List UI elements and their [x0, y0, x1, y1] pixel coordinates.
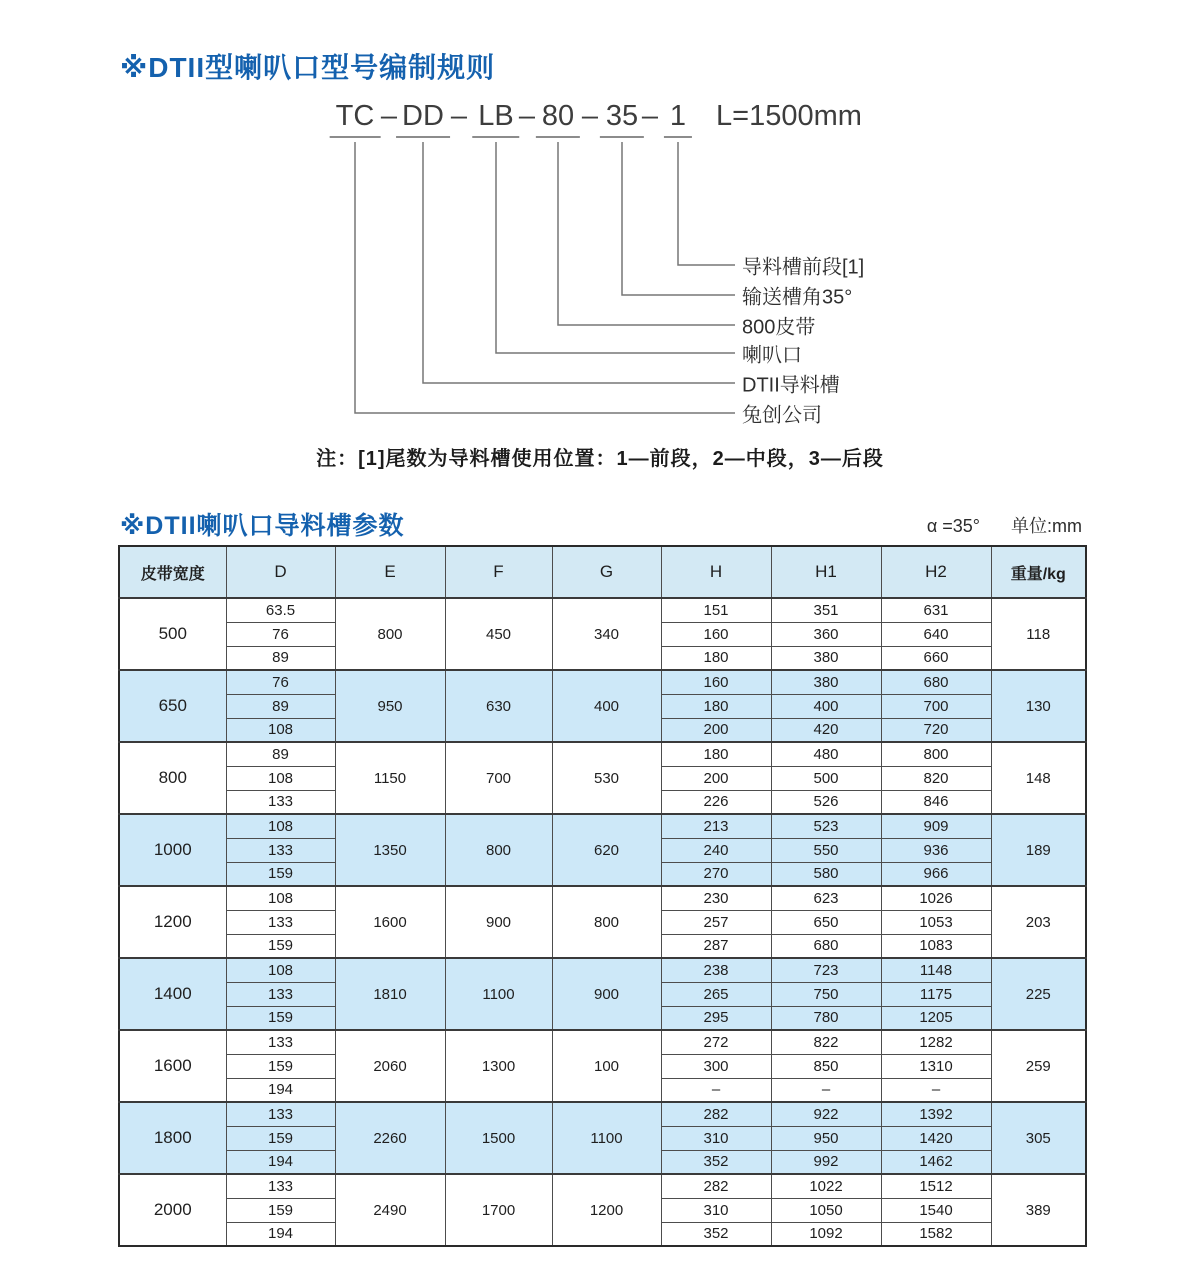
section1-title: ※DTII型喇叭口型号编制规则 [120, 52, 496, 83]
d-cell: 159 [226, 934, 335, 958]
d-cell: 133 [226, 838, 335, 862]
model-code-dash: – [450, 100, 468, 132]
e-cell: 800 [335, 598, 445, 670]
h2-cell: – [881, 1078, 991, 1102]
h2-cell: 1148 [881, 958, 991, 982]
callout-line [496, 142, 735, 353]
h-cell: 226 [661, 790, 771, 814]
h-cell: 180 [661, 742, 771, 766]
table-row [119, 670, 1086, 694]
h1-cell: 420 [771, 718, 881, 742]
h-cell: 180 [661, 646, 771, 670]
header-cell: E [335, 546, 445, 598]
h-cell: 352 [661, 1222, 771, 1246]
d-cell: 133 [226, 1030, 335, 1054]
table-row [119, 1102, 1086, 1126]
g-cell: 530 [552, 742, 661, 814]
h1-cell: – [771, 1078, 881, 1102]
g-cell: 620 [552, 814, 661, 886]
h1-cell: 360 [771, 622, 881, 646]
d-cell: 89 [226, 646, 335, 670]
h2-cell: 680 [881, 670, 991, 694]
h1-cell: 922 [771, 1102, 881, 1126]
d-cell: 159 [226, 862, 335, 886]
g-cell: 800 [552, 886, 661, 958]
d-cell: 108 [226, 766, 335, 790]
d-cell: 133 [226, 1174, 335, 1198]
table-row [119, 1030, 1086, 1054]
h1-cell: 780 [771, 1006, 881, 1030]
e-cell: 1350 [335, 814, 445, 886]
h-cell: 265 [661, 982, 771, 1006]
belt-width-cell: 2000 [119, 1174, 226, 1246]
weight-cell: 203 [991, 886, 1086, 958]
callout-label: 导料槽前段[1] [742, 256, 865, 279]
table-row [119, 1174, 1086, 1198]
h2-cell: 820 [881, 766, 991, 790]
h1-cell: 500 [771, 766, 881, 790]
d-cell: 159 [226, 1126, 335, 1150]
f-cell: 630 [445, 670, 552, 742]
header-cell: H2 [881, 546, 991, 598]
belt-width-cell: 1400 [119, 958, 226, 1030]
h-cell: 257 [661, 910, 771, 934]
d-cell: 108 [226, 718, 335, 742]
d-cell: 89 [226, 742, 335, 766]
d-cell: 133 [226, 1102, 335, 1126]
d-cell: 133 [226, 910, 335, 934]
h2-cell: 800 [881, 742, 991, 766]
g-cell: 900 [552, 958, 661, 1030]
h2-cell: 1026 [881, 886, 991, 910]
unit-row [901, 512, 1082, 538]
h2-cell: 640 [881, 622, 991, 646]
header-cell: 皮带宽度 [119, 546, 226, 598]
d-cell: 159 [226, 1006, 335, 1030]
h2-cell: 966 [881, 862, 991, 886]
weight-cell: 189 [991, 814, 1086, 886]
model-code-segment: 35 [600, 100, 644, 138]
model-code-dash: – [380, 100, 398, 132]
h1-cell: 723 [771, 958, 881, 982]
table-row [119, 958, 1086, 982]
d-cell: 63.5 [226, 598, 335, 622]
belt-width-cell: 500 [119, 598, 226, 670]
weight-cell: 225 [991, 958, 1086, 1030]
belt-width-cell: 800 [119, 742, 226, 814]
e-cell: 2490 [335, 1174, 445, 1246]
callout-line [423, 142, 735, 383]
header-cell: 重量/kg [991, 546, 1086, 598]
h-cell: 230 [661, 886, 771, 910]
h2-cell: 1205 [881, 1006, 991, 1030]
d-cell: 133 [226, 982, 335, 1006]
table-row [119, 742, 1086, 766]
h2-cell: 1392 [881, 1102, 991, 1126]
h2-cell: 1310 [881, 1054, 991, 1078]
f-cell: 1500 [445, 1102, 552, 1174]
h-cell: 180 [661, 694, 771, 718]
unit-label: 单位:mm [1011, 516, 1082, 536]
h-cell: 300 [661, 1054, 771, 1078]
h-cell: 310 [661, 1126, 771, 1150]
h1-cell: 526 [771, 790, 881, 814]
h-cell: 287 [661, 934, 771, 958]
h1-cell: 523 [771, 814, 881, 838]
h2-cell: 1582 [881, 1222, 991, 1246]
f-cell: 1100 [445, 958, 552, 1030]
h1-cell: 480 [771, 742, 881, 766]
weight-cell: 118 [991, 598, 1086, 670]
d-cell: 194 [226, 1150, 335, 1174]
h-cell: 282 [661, 1102, 771, 1126]
e-cell: 1600 [335, 886, 445, 958]
h-cell: 310 [661, 1198, 771, 1222]
h2-cell: 1540 [881, 1198, 991, 1222]
h1-cell: 1092 [771, 1222, 881, 1246]
callout-label: 输送槽角35° [742, 286, 853, 309]
callout-label: 兔创公司 [742, 404, 822, 427]
h-cell: 238 [661, 958, 771, 982]
h2-cell: 1175 [881, 982, 991, 1006]
h-cell: 160 [661, 622, 771, 646]
h1-cell: 580 [771, 862, 881, 886]
h1-cell: 351 [771, 598, 881, 622]
header-cell: D [226, 546, 335, 598]
h-cell: 270 [661, 862, 771, 886]
d-cell: 194 [226, 1222, 335, 1246]
f-cell: 900 [445, 886, 552, 958]
callout-lines [0, 0, 1200, 480]
h2-cell: 631 [881, 598, 991, 622]
h2-cell: 720 [881, 718, 991, 742]
h1-cell: 850 [771, 1054, 881, 1078]
weight-cell: 305 [991, 1102, 1086, 1174]
h-cell: 213 [661, 814, 771, 838]
h2-cell: 1420 [881, 1126, 991, 1150]
d-cell: 159 [226, 1198, 335, 1222]
weight-cell: 259 [991, 1030, 1086, 1102]
model-code-dash: – [518, 100, 536, 132]
belt-width-cell: 1800 [119, 1102, 226, 1174]
g-cell: 400 [552, 670, 661, 742]
section2-title: ※DTII喇叭口导料槽参数 [120, 512, 405, 540]
model-code-segment: LB [472, 100, 519, 138]
model-code-dash: – [581, 100, 599, 132]
h-cell: 160 [661, 670, 771, 694]
d-cell: 133 [226, 790, 335, 814]
f-cell: 1700 [445, 1174, 552, 1246]
h-cell: 240 [661, 838, 771, 862]
h-cell: – [661, 1078, 771, 1102]
belt-width-cell: 1000 [119, 814, 226, 886]
model-code-dash: – [641, 100, 659, 132]
h2-cell: 660 [881, 646, 991, 670]
h-cell: 151 [661, 598, 771, 622]
f-cell: 800 [445, 814, 552, 886]
model-code-length: L=1500mm [716, 100, 862, 132]
h2-cell: 1083 [881, 934, 991, 958]
h-cell: 352 [661, 1150, 771, 1174]
callout-line [678, 142, 735, 265]
d-cell: 108 [226, 886, 335, 910]
h1-cell: 950 [771, 1126, 881, 1150]
h2-cell: 909 [881, 814, 991, 838]
d-cell: 108 [226, 814, 335, 838]
h2-cell: 1462 [881, 1150, 991, 1174]
e-cell: 1150 [335, 742, 445, 814]
model-code-segment: DD [396, 100, 450, 138]
table-row [119, 598, 1086, 622]
header-cell: H1 [771, 546, 881, 598]
h2-cell: 846 [881, 790, 991, 814]
weight-cell: 130 [991, 670, 1086, 742]
e-cell: 950 [335, 670, 445, 742]
header-cell: F [445, 546, 552, 598]
h2-cell: 700 [881, 694, 991, 718]
model-code-diagram [0, 0, 1200, 480]
h-cell: 272 [661, 1030, 771, 1054]
h1-cell: 380 [771, 670, 881, 694]
h1-cell: 1022 [771, 1174, 881, 1198]
h2-cell: 1053 [881, 910, 991, 934]
h1-cell: 400 [771, 694, 881, 718]
parameter-table [118, 545, 1087, 1247]
table-row [119, 814, 1086, 838]
weight-cell: 148 [991, 742, 1086, 814]
h-cell: 282 [661, 1174, 771, 1198]
model-code-segment: TC [330, 100, 381, 138]
f-cell: 700 [445, 742, 552, 814]
callout-line [558, 142, 735, 325]
table-row [119, 886, 1086, 910]
h1-cell: 822 [771, 1030, 881, 1054]
e-cell: 2260 [335, 1102, 445, 1174]
e-cell: 1810 [335, 958, 445, 1030]
note-text: 注：[1]尾数为导料槽使用位置：1—前段，2—中段，3—后段 [316, 448, 884, 470]
g-cell: 340 [552, 598, 661, 670]
h-cell: 295 [661, 1006, 771, 1030]
callout-label: 800皮带 [742, 316, 816, 339]
model-code-segment: 1 [664, 100, 692, 138]
h2-cell: 1512 [881, 1174, 991, 1198]
g-cell: 1100 [552, 1102, 661, 1174]
d-cell: 76 [226, 622, 335, 646]
belt-width-cell: 1600 [119, 1030, 226, 1102]
h1-cell: 623 [771, 886, 881, 910]
header-cell: G [552, 546, 661, 598]
belt-width-cell: 1200 [119, 886, 226, 958]
d-cell: 89 [226, 694, 335, 718]
h2-cell: 1282 [881, 1030, 991, 1054]
h1-cell: 680 [771, 934, 881, 958]
angle-label: α =35° [926, 516, 980, 536]
g-cell: 100 [552, 1030, 661, 1102]
e-cell: 2060 [335, 1030, 445, 1102]
h1-cell: 1050 [771, 1198, 881, 1222]
h1-cell: 380 [771, 646, 881, 670]
d-cell: 194 [226, 1078, 335, 1102]
d-cell: 76 [226, 670, 335, 694]
model-code-segment: 80 [536, 100, 580, 138]
h1-cell: 992 [771, 1150, 881, 1174]
header-cell: H [661, 546, 771, 598]
callout-label: DTII导料槽 [742, 374, 840, 397]
d-cell: 159 [226, 1054, 335, 1078]
h-cell: 200 [661, 718, 771, 742]
f-cell: 450 [445, 598, 552, 670]
table-header-row [119, 546, 1086, 598]
weight-cell: 389 [991, 1174, 1086, 1246]
f-cell: 1300 [445, 1030, 552, 1102]
belt-width-cell: 650 [119, 670, 226, 742]
callout-label: 喇叭口 [742, 344, 802, 367]
h1-cell: 750 [771, 982, 881, 1006]
h-cell: 200 [661, 766, 771, 790]
d-cell: 108 [226, 958, 335, 982]
g-cell: 1200 [552, 1174, 661, 1246]
h1-cell: 550 [771, 838, 881, 862]
h1-cell: 650 [771, 910, 881, 934]
h2-cell: 936 [881, 838, 991, 862]
